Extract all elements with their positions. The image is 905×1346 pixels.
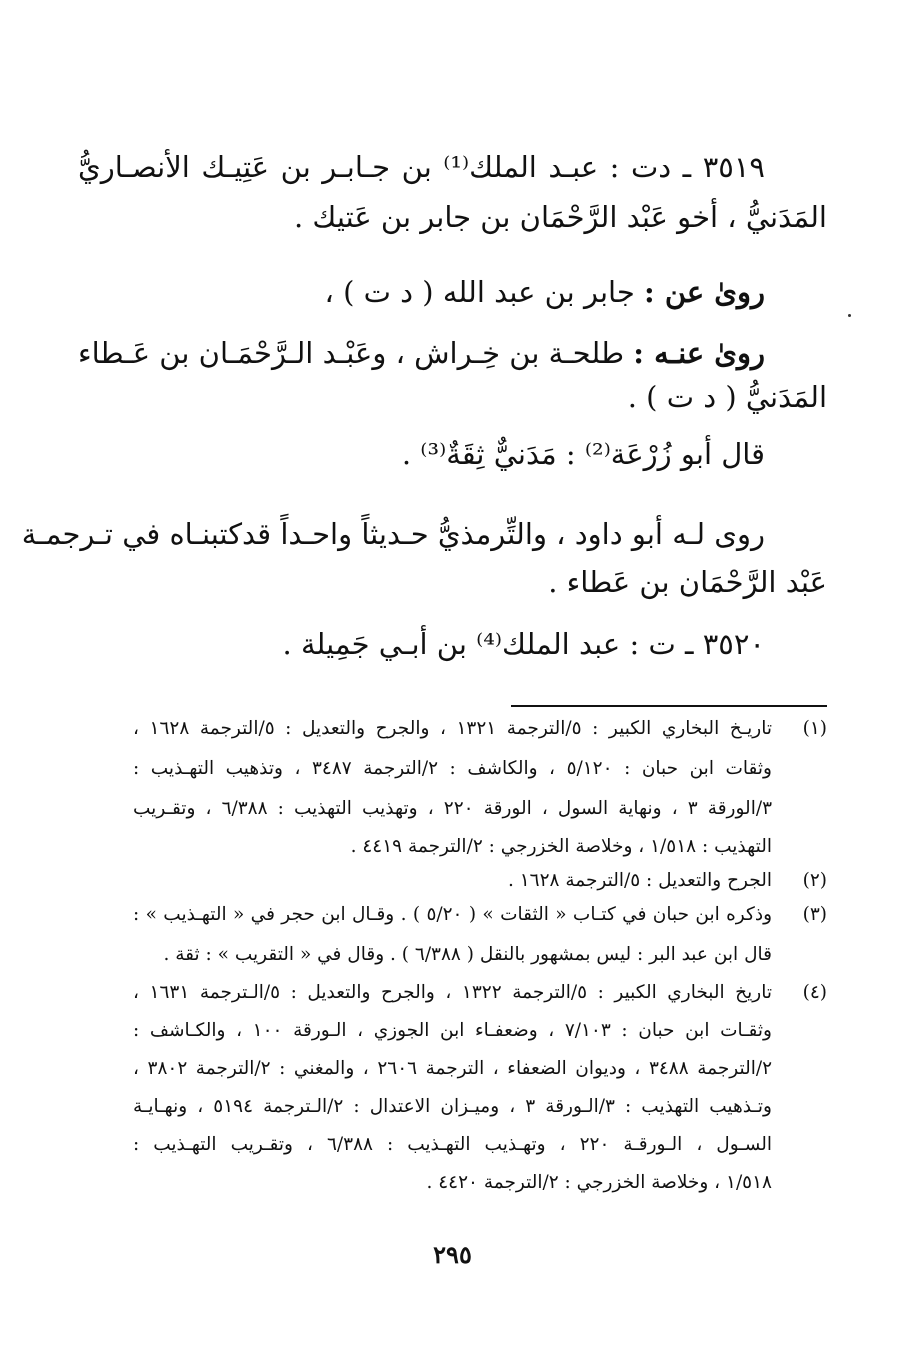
abu-zura-statement: قال أبو زُرْعَة⁽²⁾ : مَدَنيٌّ ثِقَةٌ⁽³⁾ . (401, 437, 765, 471)
footnote-rule (511, 705, 827, 707)
footnote-1-line2: وثقات ابن حبان : ٥/١٢٠ ، والكاشف : ٢/الترجمة ٣٤٨٧ ، وتذهيب التهـذيب : (133, 758, 772, 779)
footnote-4-line4: وتـذهيب التهذيب : ٣/الـورقة ٣ ، وميـزان الاعتدال : ٢/الـترجمة ٥١٩٤ ، ونهـايـة (133, 1096, 772, 1117)
page-number: ٢٩٥ (433, 1240, 472, 1269)
footnote-1-line4: التهذيب : ١/٥١٨ ، وخلاصة الخزرجي : ٢/الترجمة ٤٤١٩ . (350, 836, 772, 857)
narrated-by-text: طلحـة بن خِـراش ، وعَبْـد الـرَّحْمَـان بن عَـطاء (78, 336, 625, 370)
footnote-1-line3: ٣/الورقة ٣ ، ونهاية السول ، الورقة ٢٢٠ ، وتهذيب التهذيب : ٦/٣٨٨ ، وتقـريب (133, 798, 773, 819)
narrated-by-line2: المَدَنيُّ ( د ت ) . (627, 380, 827, 414)
entry-3519-heading: ٣٥١٩ ـ دت : عبـد الملك⁽¹⁾ بن جـابـر بن عَتِيـك الأنصـاريُّ (78, 150, 765, 184)
narrated-from (78, 275, 765, 309)
footnote-2-number: (٢) (802, 870, 827, 891)
scan-speck (848, 314, 851, 317)
footnote-1-line1: تاريـخ البخاري الكبير : ٥/الترجمة ١٣٢١ ، والجرح والتعديل : ٥/الترجمة ١٦٢٨ ، (133, 718, 772, 739)
footnote-4-line5: السـول ، الـورقـة ٢٢٠ ، وتهـذيب التهـذيب : ٦/٣٨٨ ، وتقـريب التهـذيب : (133, 1134, 772, 1155)
narrated-from-label: روىٰ عن : (644, 275, 765, 309)
entry-3520-heading: ٣٥٢٠ ـ ت : عبد الملك⁽⁴⁾ بن أبـي جَمِيلة . (282, 627, 765, 661)
footnote-1-number: (١) (802, 718, 827, 739)
footnote-3-line1: وذكره ابن حبان في كتـاب « الثقات » ( ٥/٢٠ ) . وقـال ابن حجر في « التهـذيب » : (133, 904, 772, 925)
narrated-from-text: جابر بن عبد الله ( د ت ) ، (324, 275, 635, 309)
footnote-4-line3: ٢/الترجمة ٣٤٨٨ ، وديوان الضعفاء ، الترجمة ٢٦٠٦ ، والمغني : ٢/الترجمة ٣٨٠٢ ، (133, 1058, 773, 1079)
narrated-by (78, 336, 765, 370)
footnote-4-line1: تاريخ البخاري الكبير : ٥/الترجمة ١٣٢٢ ، والجرح والتعديل : ٥/الـترجمة ١٦٣١ ، (133, 982, 772, 1003)
entry-3519-line2: المَدَنيُّ ، أخو عَبْد الرَّحْمَان بن جابر بن عَتيك . (293, 200, 827, 234)
rawa-line1: روى لـه أبو داود ، والتِّرمذيُّ حـديثاً واحـداً قدكتبنـاه في تـرجمـة (21, 517, 765, 551)
rawa-line2: عَبْد الرَّحْمَان بن عَطاء . (548, 565, 827, 599)
footnote-3-line2: قال ابن عبد البر : ليس بمشهور بالنقل ( ٦/٣٨٨ ) . وقال في « التقريب » : ثقة . (163, 944, 772, 965)
narrated-by-label: روىٰ عنـه : (633, 336, 765, 370)
footnote-2-line1: الجرح والتعديل : ٥/الترجمة ١٦٢٨ . (507, 870, 772, 891)
footnote-4-line2: وثقـات ابن حبان : ٧/١٠٣ ، وضعفـاء ابن الجوزي ، الـورقة ١٠٠ ، والكـاشف : (133, 1020, 772, 1041)
footnote-3-number: (٣) (802, 904, 827, 925)
footnote-4-line6: ١/٥١٨ ، وخلاصة الخزرجي : ٢/الترجمة ٤٤٢٠ . (426, 1172, 772, 1193)
footnote-4-number: (٤) (802, 982, 827, 1003)
